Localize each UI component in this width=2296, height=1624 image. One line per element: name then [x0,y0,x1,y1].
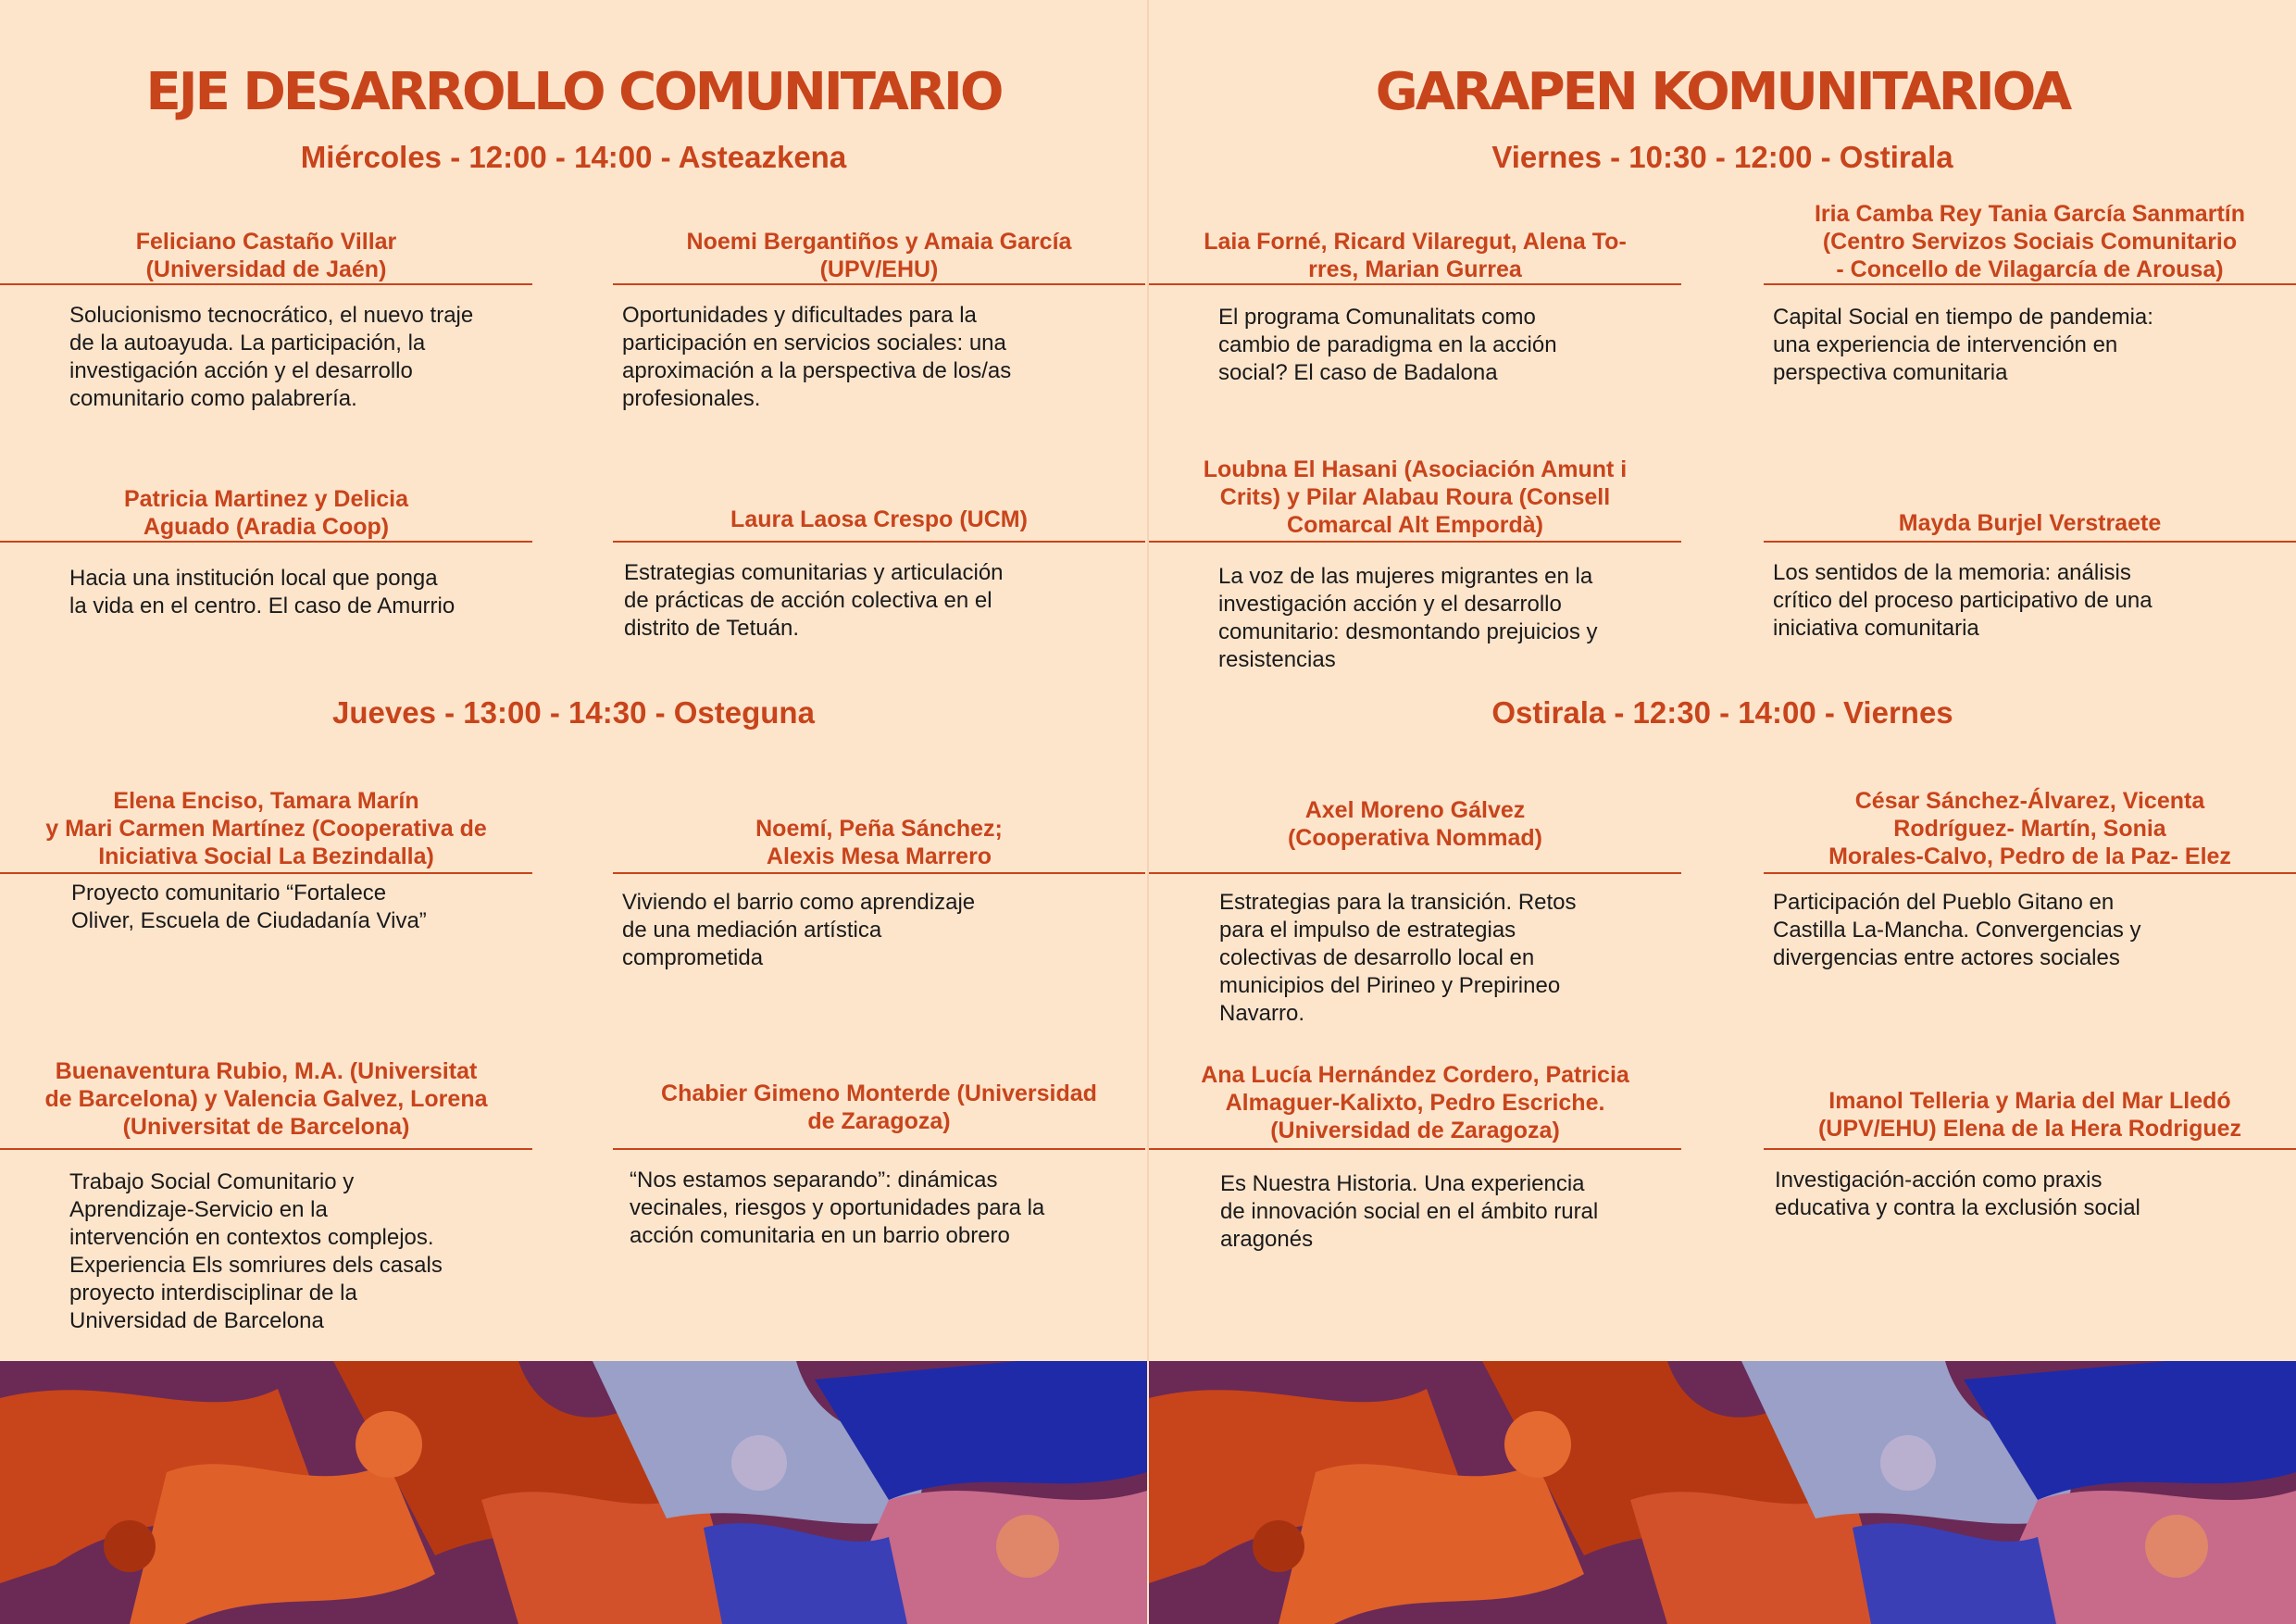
puzzle-pieces-image [1149,1361,2296,1624]
entry-talk-title: Trabajo Social Comunitario y Aprendizaje-Servicio en la intervención en contextos complejos. Experiencia Els somriures dels casals proyecto interdisciplinar de la Universidad de Barcelona [69,1169,443,1333]
divider-line [0,872,532,874]
entry-authors: Loubna El Hasani (Asociación Amunt i Crits) y Pilar Alabau Roura (Consell Comarcal Alt Empordà) [1203,456,1628,538]
entry-talk-title: Proyecto comunitario “Fortalece Oliver, Escuela de Ciudadanía Viva” [71,881,427,933]
divider-line [613,283,1145,285]
entry-talk-title: Hacia una institución local que ponga la vida en el centro. El caso de Amurrio [69,566,455,618]
session-entry [613,783,1145,1006]
puzzle-photo [1149,1361,2296,1624]
entry-talk-title: Estrategias comunitarias y articulación de prácticas de acción colectiva en el distrito de Tetuán. [624,560,1004,641]
divider-line [613,541,1145,543]
divider-line [0,1148,532,1150]
divider-line [1764,1148,2296,1150]
page-title: EJE DESARROLLO COMUNITARIO [145,62,1002,122]
divider-line [1149,872,1681,874]
entry-authors: Feliciano Castaño Villar (Universidad de Jaén) [135,229,397,282]
divider-line [613,872,1145,874]
entry-authors: Laura Laosa Crespo (UCM) [730,506,1028,532]
entry-talk-title: Los sentidos de la memoria: análisis crítico del proceso participativo de una iniciativa comunitaria [1773,560,2152,641]
divider-line [0,541,532,543]
session-entry [1149,213,1681,426]
entry-talk-title: Oportunidades y dificultades para la participación en servicios sociales: una aproximación a la perspectiva de los/as profesionales. [622,303,1012,411]
session-heading: Miércoles - 12:00 - 14:00 - Asteazkena [300,140,847,174]
entry-talk-title: Investigación-acción como praxis educativa y contra la exclusión social [1775,1168,2140,1220]
left-panel [0,0,1147,1361]
entry-talk-title: Viviendo el barrio como aprendizaje de una mediación artística comprometida [622,890,976,970]
session-entry [0,1056,532,1352]
session-entry [1764,1056,2296,1352]
entry-authors: Iria Camba Rey Tania García Sanmartín (Centro Servizos Sociais Comunitario - Concello de Vilagarcía de Arousa) [1814,201,2245,282]
entry-authors: Axel Moreno Gálvez (Cooperativa Nommad) [1287,797,1543,851]
entry-authors: Noemí, Peña Sánchez; Alexis Mesa Marrero [755,816,1003,869]
divider-line [1149,541,1681,543]
session-heading: Jueves - 13:00 - 14:30 - Osteguna [332,695,815,730]
divider-line [1764,541,2296,543]
entry-authors: Elena Enciso, Tamara Marín y Mari Carmen Martínez (Cooperativa de Iniciativa Social La Bezindalla) [45,788,487,869]
entry-talk-title: El programa Comunalitats como cambio de paradigma en la acción social? El caso de Badalona [1218,305,1557,385]
session-entry [0,783,532,1006]
entry-authors: Chabier Gimeno Monterde (Universidad de Zaragoza) [661,1081,1097,1134]
divider-line [1149,283,1681,285]
divider-line [1764,872,2296,874]
right-panel [1149,0,2296,1361]
puzzle-photo [0,1361,1147,1624]
session-entry [613,470,1145,656]
session-entry [613,213,1145,426]
session-entry [0,470,532,656]
session-entry [613,1056,1145,1352]
entry-authors: Imanol Telleria y Maria del Mar Lledó (UPV/EHU) Elena de la Hera Rodriguez [1817,1088,2242,1142]
entry-talk-title: Estrategias para la transición. Retos para el impulso de estrategias colectivas de desarrollo local en municipios del Pirineo y Prepirineo Navarro. [1219,890,1577,1026]
entry-authors: Ana Lucía Hernández Cordero, Patricia Almaguer-Kalixto, Pedro Escriche. (Universidad de Zaragoza) [1201,1062,1629,1143]
entry-talk-title: Participación del Pueblo Gitano en Castilla La-Mancha. Convergencias y divergencias entre actores sociales [1773,890,2141,970]
entry-authors: Patricia Martinez y Delicia Aguado (Aradia Coop) [123,486,409,540]
entry-authors: Laia Forné, Ricard Vilaregut, Alena To- rres, Marian Gurrea [1204,229,1627,282]
session-entry [1149,783,1681,1043]
session-entry [1149,1056,1681,1352]
session-entry [1764,194,2296,426]
puzzle-pieces-image [0,1361,1147,1624]
entry-talk-title: Solucionismo tecnocrático, el nuevo traje de la autoayuda. La participación, la investigación acción y el desarrollo comunitario como palabrería. [69,303,474,411]
divider-line [1149,1148,1681,1150]
divider-line [0,283,532,285]
entry-authors: Noemi Bergantiños y Amaia García (UPV/EHU) [686,229,1072,282]
entry-authors: César Sánchez-Álvarez, Vicenta Rodríguez- Martín, Sonia Morales-Calvo, Pedro de la Paz- Elez [1828,788,2231,869]
session-entry [1149,452,1681,683]
entry-talk-title: La voz de las mujeres migrantes en la investigación acción y el desarrollo comunitario: desmontando prejuicios y resistencias [1218,564,1598,672]
divider-line [1764,283,2296,285]
entry-talk-title: “Nos estamos separando”: dinámicas vecinales, riesgos y oportunidades para la acción comunitaria en un barrio obrero [630,1168,1045,1248]
entry-talk-title: Capital Social en tiempo de pandemia: una experiencia de intervención en perspectiva comunitaria [1773,305,2153,385]
session-heading: Ostirala - 12:30 - 14:00 - Viernes [1491,695,1953,730]
divider-line [613,1148,1145,1150]
entry-authors: Buenaventura Rubio, M.A. (Universitat de Barcelona) y Valencia Galvez, Lorena (Universitat de Barcelona) [44,1058,488,1140]
session-heading: Viernes - 10:30 - 12:00 - Ostirala [1491,140,1953,174]
session-entry [1764,470,2296,674]
page-title: GARAPEN KOMUNITARIOA [1375,62,2070,122]
session-entry [0,213,532,426]
entry-talk-title: Es Nuestra Historia. Una experiencia de innovación social en el ámbito rural aragonés [1220,1171,1599,1252]
session-entry [1764,783,2296,1006]
entry-authors: Mayda Burjel Verstraete [1898,510,2162,536]
